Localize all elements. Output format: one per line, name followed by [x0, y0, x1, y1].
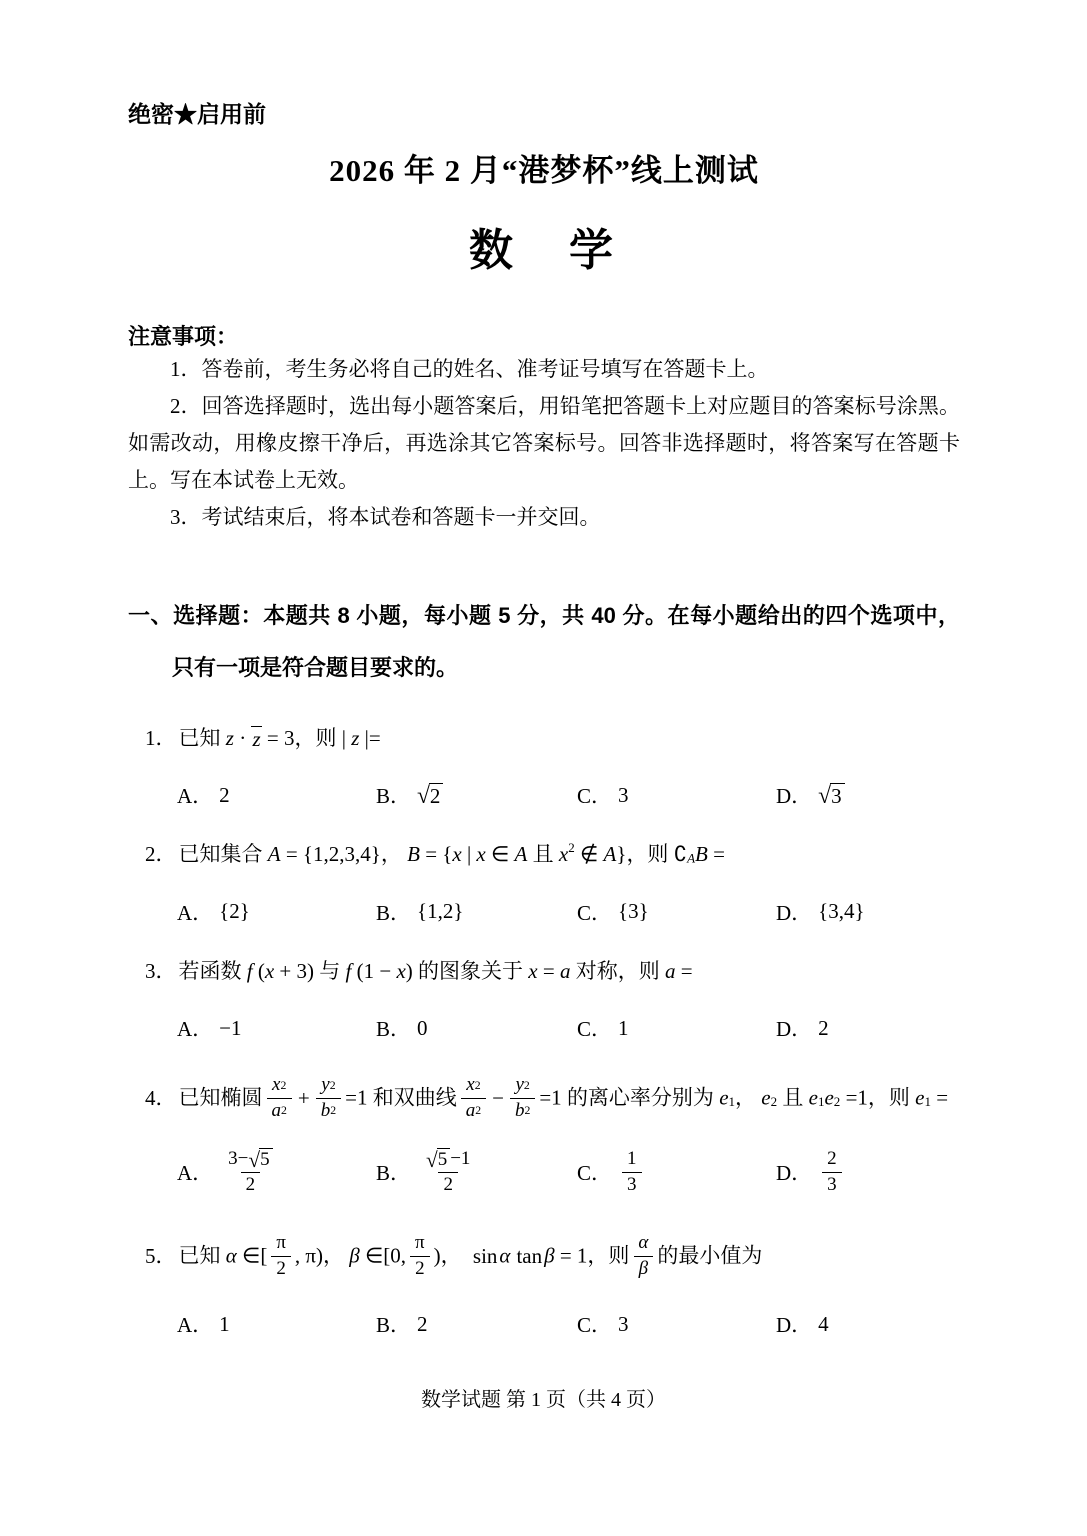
- security-label: 绝密★启用前: [128, 101, 266, 127]
- math-variable: x: [272, 1074, 281, 1096]
- fraction-numerator: y 2: [515, 1074, 530, 1096]
- exam-title: 2026 年 2 月“港梦杯”线上测试: [329, 153, 759, 188]
- q1-option-d: [776, 780, 960, 810]
- fraction: [622, 1147, 642, 1197]
- question-number: 1．: [145, 725, 177, 750]
- q4-option-a: [177, 1145, 376, 1199]
- math-variable: z: [252, 727, 261, 752]
- math-expression: ): [433, 1244, 441, 1269]
- stem-text: 已知: [178, 725, 221, 750]
- question-4-options: [128, 1145, 960, 1199]
- option-label: B．: [376, 1313, 412, 1338]
- fraction-denominator: a 2: [461, 1098, 486, 1123]
- question-4: [128, 1071, 960, 1199]
- question-3-stem: [128, 953, 960, 987]
- stem-text: ，: [735, 1085, 757, 1110]
- math-variable: e: [824, 1085, 834, 1110]
- question-number: 2．: [145, 842, 177, 867]
- fraction-numerator: 1: [627, 1148, 637, 1170]
- multiple-choice-questions: [128, 720, 960, 1339]
- question-4-stem: [128, 1071, 960, 1125]
- fraction: [267, 1073, 292, 1123]
- fraction-denominator: 2: [410, 1256, 430, 1281]
- fraction: [223, 1147, 277, 1197]
- q2-option-a: [177, 897, 376, 927]
- stem-text: ，则: [587, 1244, 630, 1269]
- fraction: [822, 1147, 842, 1197]
- option-label: A．: [177, 1313, 214, 1338]
- math-variable: y: [515, 1074, 524, 1096]
- stem-text: ，: [380, 842, 402, 867]
- square-root: [818, 783, 844, 808]
- minus-operator: −: [492, 1085, 504, 1110]
- radicand: 5: [437, 1148, 451, 1171]
- fraction-denominator: b 2: [316, 1098, 341, 1123]
- q5-option-d: [776, 1309, 960, 1339]
- option-value: {3,4}: [818, 899, 865, 924]
- q3-option-c: [577, 1013, 776, 1043]
- fraction-denominator: a 2: [267, 1098, 292, 1123]
- square-root: [426, 1148, 450, 1171]
- stem-text: 且: [532, 842, 554, 867]
- question-number: 4．: [145, 1085, 177, 1110]
- q2-option-d: [776, 897, 960, 927]
- option-value: 1: [618, 1015, 629, 1040]
- q3-option-d: [776, 1013, 960, 1043]
- stem-text: 且: [782, 1085, 804, 1110]
- radical-sign: √: [417, 782, 430, 809]
- option-value: −1: [219, 1015, 242, 1040]
- stem-text: 的最小值为: [657, 1244, 763, 1269]
- option-label: C．: [577, 1161, 613, 1186]
- q4-option-d: [776, 1145, 960, 1199]
- fraction-numerator: 2: [827, 1148, 837, 1170]
- fraction: [421, 1147, 475, 1197]
- fraction: [271, 1231, 291, 1281]
- fraction-denominator: 2: [438, 1172, 458, 1197]
- question-1: [128, 720, 960, 810]
- math-variable: b: [320, 1099, 331, 1121]
- math-expression: =1: [845, 1085, 868, 1110]
- page-footer: 数学试题 第 1 页（共 4 页）: [421, 1389, 666, 1411]
- fraction-numerator: x 2: [272, 1074, 287, 1096]
- stem-text: 的图象关于: [418, 958, 524, 983]
- q1-option-c: [577, 780, 776, 810]
- radical-sign: √: [248, 1148, 261, 1173]
- fraction-denominator: β: [634, 1256, 653, 1281]
- option-value: 3: [618, 782, 629, 807]
- math-variable: α: [499, 1244, 511, 1269]
- subscript: 2: [770, 1094, 778, 1110]
- fraction: [316, 1073, 341, 1123]
- math-expression: α ∈[: [225, 1244, 268, 1269]
- option-value: 2: [219, 782, 230, 807]
- question-5-stem: [128, 1229, 960, 1283]
- radicand: 2: [429, 783, 444, 808]
- radicand: 3: [830, 783, 845, 808]
- math-expression: = 3: [266, 725, 295, 750]
- math-expression: A = {1,2,3,4}: [267, 842, 381, 867]
- tan-function: tan: [516, 1244, 543, 1269]
- q5-option-c: [577, 1309, 776, 1339]
- math-variable: e: [915, 1085, 925, 1110]
- question-2-options: [128, 897, 960, 927]
- stem-text: ，则: [867, 1085, 910, 1110]
- numerator-text: 3−: [228, 1148, 249, 1170]
- math-variable: e: [808, 1085, 818, 1110]
- complement-symbol: ∁: [673, 842, 688, 867]
- option-value: 0: [417, 1015, 428, 1040]
- option-value: 4: [818, 1311, 829, 1336]
- fraction-numerator: α: [638, 1232, 649, 1254]
- radical-sign: √: [426, 1148, 438, 1173]
- q4-option-c: [577, 1145, 776, 1199]
- math-expression: =1: [539, 1085, 562, 1110]
- fraction-numerator: y 2: [321, 1074, 336, 1096]
- stem-text: 的离心率分别为: [566, 1085, 714, 1110]
- option-label: D．: [776, 1313, 813, 1338]
- q4-option-b: [376, 1145, 577, 1199]
- fraction-numerator: x 2: [466, 1074, 481, 1096]
- math-variable: a: [271, 1099, 281, 1121]
- math-expression: = 1: [559, 1244, 588, 1269]
- fraction-numerator: [421, 1147, 475, 1172]
- math-expression: , π): [294, 1244, 324, 1269]
- plus-operator: +: [297, 1085, 310, 1110]
- math-expression: f (x + 3): [246, 958, 315, 983]
- subscript: 2: [833, 1094, 841, 1110]
- option-label: D．: [776, 1017, 813, 1042]
- stem-text: ，则: [626, 842, 669, 867]
- option-label: D．: [776, 900, 813, 925]
- q1-option-b: [376, 780, 577, 810]
- question-5-options: [128, 1309, 960, 1339]
- math-expression: x: [558, 842, 569, 867]
- question-number: 3．: [145, 958, 177, 983]
- stem-text: 对称，则: [575, 958, 660, 983]
- question-2: [128, 836, 960, 926]
- math-expression: β ∈[0,: [349, 1244, 407, 1269]
- stem-text: ，: [323, 1244, 345, 1269]
- stem-text: ，则: [294, 725, 337, 750]
- fraction: [510, 1073, 535, 1123]
- option-label: A．: [177, 900, 214, 925]
- q5-option-a: [177, 1309, 376, 1339]
- option-label: C．: [577, 784, 613, 809]
- question-2-stem: [128, 836, 960, 870]
- math-expression: ∉ A}: [579, 842, 627, 867]
- question-3: [128, 953, 960, 1043]
- option-label: B．: [376, 900, 412, 925]
- option-value: {2}: [219, 899, 250, 924]
- q1-option-a: [177, 780, 376, 810]
- stem-text: 已知: [178, 1244, 221, 1269]
- stem-text: ，: [440, 1244, 462, 1269]
- square-root: [417, 783, 443, 808]
- fraction-denominator: b 2: [510, 1098, 535, 1123]
- math-variable: a: [465, 1099, 476, 1121]
- option-label: B．: [376, 784, 412, 809]
- option-value: 1: [219, 1311, 230, 1336]
- option-label: D．: [776, 1161, 813, 1186]
- math-expression: a =: [664, 958, 693, 983]
- math-expression: B = {x | x ∈ A: [407, 842, 528, 867]
- math-expression: =1: [345, 1085, 368, 1110]
- numerator-text: −1: [450, 1148, 471, 1170]
- option-label: C．: [577, 1017, 613, 1042]
- math-variable: β: [544, 1244, 555, 1269]
- math-expression: B =: [695, 842, 725, 867]
- option-value: 2: [818, 1015, 829, 1040]
- question-5: [128, 1229, 960, 1339]
- q3-option-b: [376, 1013, 577, 1043]
- q5-option-b: [376, 1309, 577, 1339]
- fraction-denominator: 2: [241, 1172, 261, 1197]
- math-variable: y: [321, 1074, 330, 1096]
- stem-text: 若函数: [178, 958, 242, 983]
- subscript: 1: [924, 1094, 931, 1110]
- sin-function: sin: [472, 1244, 498, 1269]
- option-value: {1,2}: [417, 899, 464, 924]
- stem-text: 已知椭圆: [178, 1085, 263, 1110]
- question-number: 5．: [145, 1244, 177, 1269]
- fraction-numerator: [223, 1147, 277, 1172]
- square-root: [248, 1148, 272, 1171]
- math-expression: x = a: [528, 958, 571, 983]
- complement-subscript: A: [687, 850, 696, 866]
- math-variable: x: [466, 1074, 475, 1096]
- option-label: C．: [577, 1313, 613, 1338]
- section-one-heading: 一、选择题：本题共 8 小题，每小题 5 分，共 40 分。在每小题给出的四个选项中，只有一项是符合题目要求的。: [128, 603, 960, 680]
- option-value: 2: [417, 1311, 428, 1336]
- question-1-options: [128, 780, 960, 810]
- option-label: C．: [577, 900, 613, 925]
- page-content: [0, 96, 1087, 1339]
- radical-sign: √: [818, 782, 832, 809]
- exponent: 2: [568, 840, 575, 856]
- option-label: A．: [177, 1017, 214, 1042]
- fraction-denominator: 3: [822, 1172, 842, 1197]
- math-expression: =: [936, 1085, 949, 1110]
- math-variable: e: [761, 1085, 771, 1110]
- question-3-options: [128, 1013, 960, 1043]
- radicand: 5: [259, 1148, 273, 1171]
- option-label: A．: [177, 784, 214, 809]
- option-label: B．: [376, 1017, 412, 1042]
- fraction-denominator: 2: [271, 1256, 291, 1281]
- fraction: [410, 1231, 430, 1281]
- conjugate-overline: [251, 726, 261, 750]
- stem-text: 已知集合: [178, 842, 263, 867]
- notice-heading: 注意事项：: [128, 324, 239, 349]
- question-1-stem: [128, 720, 960, 754]
- stem-text: 和双曲线: [372, 1085, 457, 1110]
- option-label: B．: [376, 1161, 412, 1186]
- math-expression: f (1 − x): [345, 958, 413, 983]
- option-label: D．: [776, 784, 813, 809]
- subject-title: 数 学: [469, 226, 619, 275]
- notice-item-1: 1．答卷前，考生务必将自己的姓名、准考证号填写在答题卡上。: [170, 357, 769, 381]
- fraction-numerator: π: [415, 1232, 425, 1254]
- subscript: 1: [728, 1094, 736, 1110]
- math-expression: | z |=: [341, 725, 381, 750]
- option-value: 3: [618, 1311, 629, 1336]
- q3-option-a: [177, 1013, 376, 1043]
- notice-item-2: 2．回答选择题时，选出每小题答案后，用铅笔把答题卡上对应题目的答案标号涂黑。如需改动，用橡皮擦干净后，再选涂其它答案标号。回答非选择题时，将答案写在答题卡上。写在本试卷上无效。: [128, 394, 960, 492]
- q2-option-b: [376, 897, 577, 927]
- stem-text: 与: [319, 958, 341, 983]
- fraction-numerator: π: [276, 1232, 286, 1254]
- math-expression: z ·: [225, 725, 247, 750]
- option-label: A．: [177, 1161, 214, 1186]
- subscript: 1: [817, 1094, 825, 1110]
- math-variable: b: [514, 1099, 525, 1121]
- notice-item-3: 3．考试结束后，将本试卷和答题卡一并交回。: [170, 505, 601, 529]
- fraction: [633, 1231, 653, 1281]
- math-variable: e: [719, 1085, 729, 1110]
- q2-option-c: [577, 897, 776, 927]
- fraction-denominator: 3: [622, 1172, 642, 1197]
- fraction: [461, 1073, 486, 1123]
- option-value: {3}: [618, 899, 649, 924]
